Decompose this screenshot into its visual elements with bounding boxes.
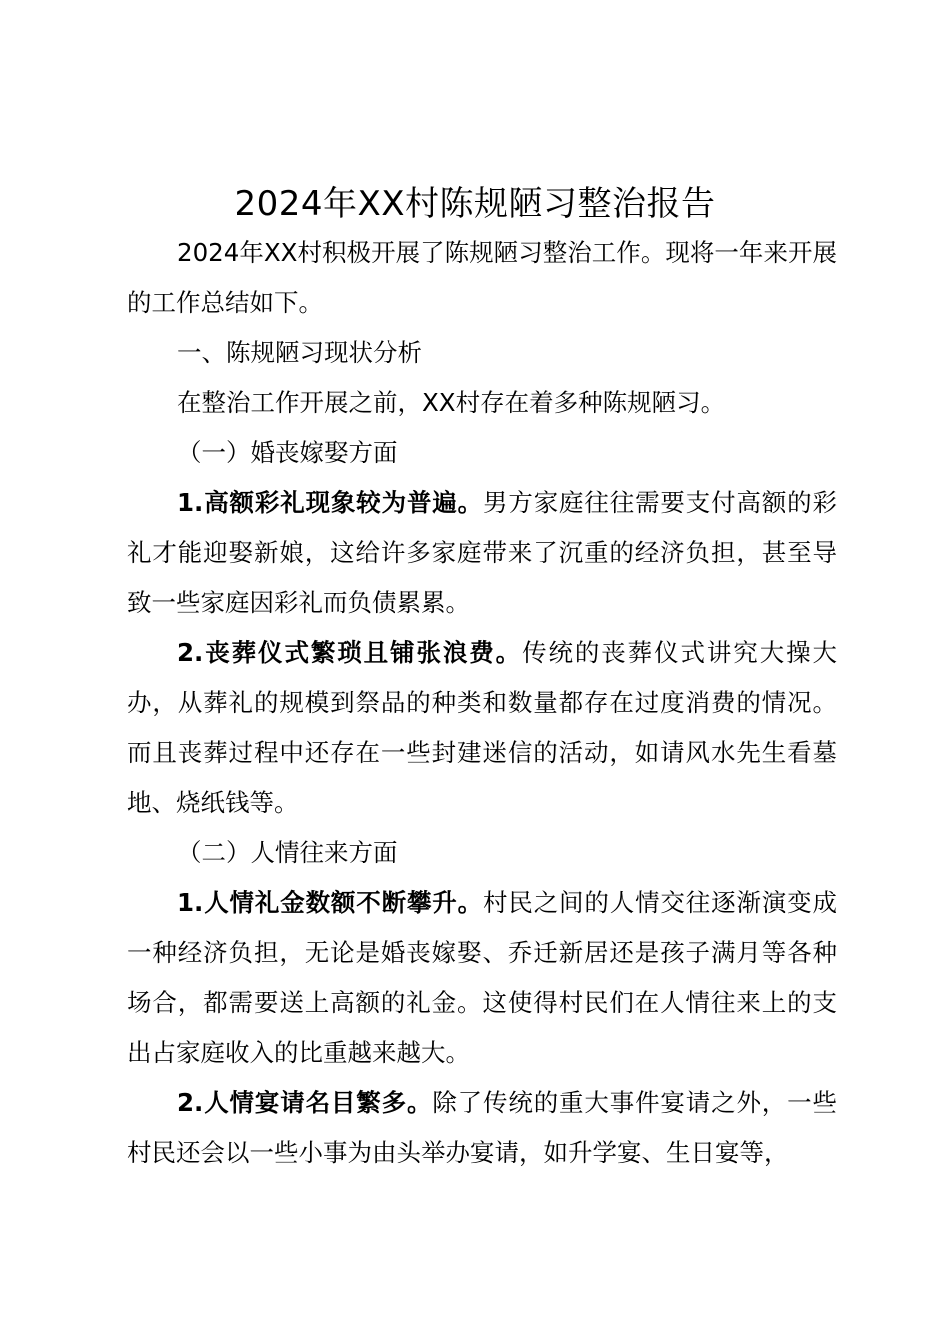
paragraph-text: 村民之间的人情交往逐渐演变成一种经济负担，无论是婚丧嫁娶、乔迁新居还是孩子满月等各种场合，都需要送上高额的礼金。这使得村民们在人情往来上的支出占家庭收入的比重越来越大。 <box>127 888 838 1067</box>
intro-paragraph: 2024年XX村积极开展了陈规陋习整治工作。现将一年来开展的工作总结如下。 <box>127 238 837 317</box>
paragraph-banquets <box>127 1078 837 1178</box>
paragraph-lead-bold: 1.人情礼金数额不断攀升。 <box>177 888 484 917</box>
paragraph-text: 传统的丧葬仪式讲究大操大办，从葬礼的规模到祭品的种类和数量都存在过度消费的情况。而且丧葬过程中还存在一些封建迷信的活动，如请风水先生看墓地、烧纸钱等。 <box>127 638 837 817</box>
paragraph-funeral-waste <box>127 628 837 828</box>
paragraph-lead-bold: 2.丧葬仪式繁琐且铺张浪费。 <box>177 638 523 667</box>
paragraph-high-bride-price <box>127 478 837 628</box>
paragraph-gift-money <box>127 878 837 1078</box>
subsection-heading-1: （一）婚丧嫁娶方面 <box>177 438 398 467</box>
paragraph-lead-bold: 2.人情宴请名目繁多。 <box>177 1088 433 1117</box>
paragraph-text: 除了传统的重大事件宴请之外，一些村民还会以一些小事为由头举办宴请，如升学宴、生日宴等， <box>127 1088 837 1167</box>
document-title: 2024年XX村陈规陋习整治报告 <box>234 184 716 224</box>
paragraph-text: 男方家庭往往需要支付高额的彩礼才能迎娶新娘，这给许多家庭带来了沉重的经济负担，甚至导致一些家庭因彩礼而负债累累。 <box>127 488 838 617</box>
section-heading-1: 一、陈规陋习现状分析 <box>177 338 422 367</box>
section-1-lead-paragraph: 在整治工作开展之前，XX村存在着多种陈规陋习。 <box>177 388 726 417</box>
document-body <box>127 228 837 1178</box>
paragraph-lead-bold: 1.高额彩礼现象较为普遍。 <box>177 488 484 517</box>
subsection-heading-2: （二）人情往来方面 <box>177 838 398 867</box>
